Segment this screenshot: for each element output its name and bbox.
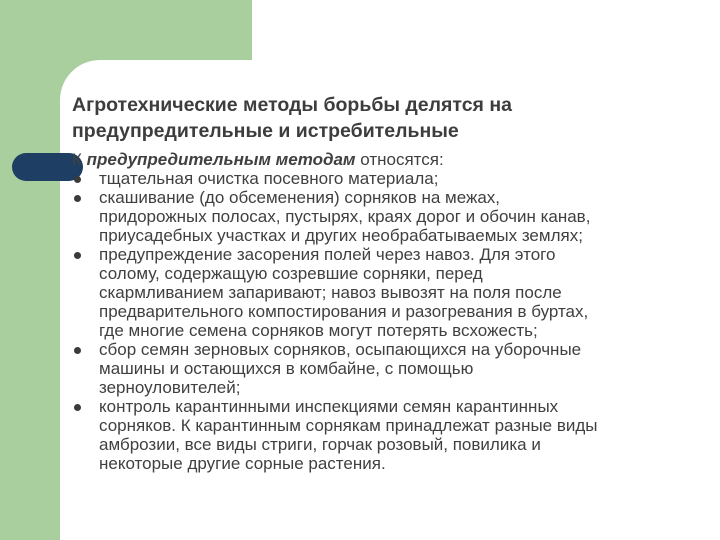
- bullet-dot-icon: [74, 252, 81, 259]
- bullet-dot-icon: [74, 404, 81, 411]
- bullet-text-line: контроль карантинными инспекциями семян карантинных: [99, 397, 559, 416]
- bullet-text-line: зерноуловителей;: [99, 378, 241, 397]
- bullet-text-line: скармливанием запаривают; навоз вывозят на поля после: [99, 283, 562, 302]
- bullet-text-line: тщательная очистка посевного материала;: [99, 169, 439, 188]
- bullet-text-line: придорожных полосах, пустырях, краях дорог и обочин канав,: [99, 207, 591, 226]
- intro-prefix: К: [72, 150, 87, 169]
- bullet-text-line: солому, содержащую созревшие сорняки, перед: [99, 264, 483, 283]
- slide-content: [72, 92, 702, 473]
- slide-title: [72, 92, 702, 144]
- bullet-text-line: сорняков. К карантинным сорнякам принадлежат разные виды: [99, 416, 598, 435]
- bullet-text-line: машины и остающихся в комбайне, с помощью: [99, 359, 474, 378]
- bullet-text-line: приусадебных участках и других необрабатываемых землях;: [99, 226, 583, 245]
- title-line-2: предупредительные и истребительные: [72, 120, 459, 142]
- bullet-text-line: предупреждение засорения полей через навоз. Для этого: [99, 245, 556, 264]
- bullet-item: [72, 340, 702, 397]
- intro-suffix: относятся:: [355, 150, 444, 169]
- bullet-text-line: сбор семян зерновых сорняков, осыпающихся на уборочные: [99, 340, 582, 359]
- bullet-text-line: некоторые другие сорные растения.: [99, 454, 386, 473]
- intro-line: [72, 150, 702, 169]
- bullet-item: [72, 188, 702, 245]
- bullet-dot-icon: [74, 195, 81, 202]
- bullet-text-line: амброзии, все виды стриги, горчак розовый, повилика и: [99, 435, 541, 454]
- intro-emphasis: предупредительным методам: [86, 150, 356, 169]
- bullet-dot-icon: [74, 347, 81, 354]
- bullet-text-line: предварительного компостирования и разогревания в буртах,: [99, 302, 589, 321]
- bullet-text-line: скашивание (до обсеменения) сорняков на межах,: [99, 188, 501, 207]
- bullet-list: [72, 169, 702, 473]
- title-line-1: Агротехнические методы борьбы делятся на: [72, 94, 512, 116]
- bullet-text-line: где многие семена сорняков могут потерять всхожесть;: [99, 321, 538, 340]
- bullet-item: [72, 169, 702, 188]
- bullet-item: [72, 397, 702, 473]
- bullet-dot-icon: [74, 176, 81, 183]
- bullet-item: [72, 245, 702, 340]
